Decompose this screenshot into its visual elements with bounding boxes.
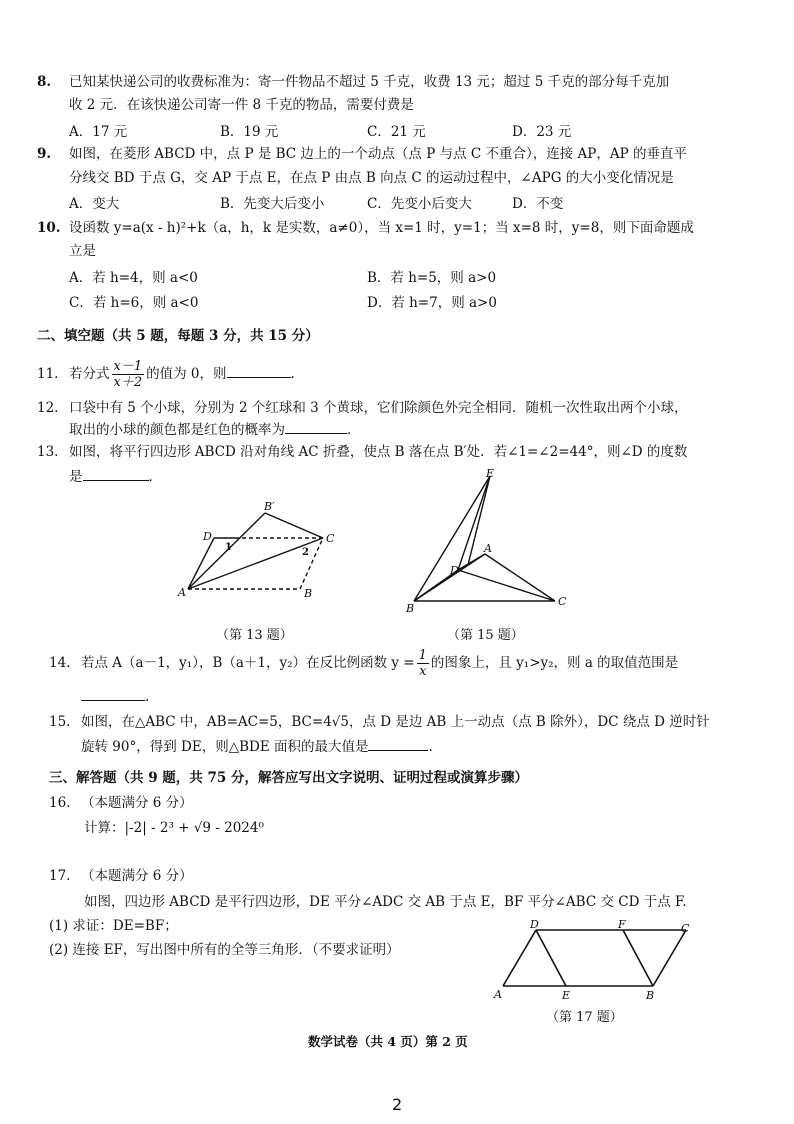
fig17-label-d: D — [530, 918, 539, 931]
q12-answer-blank[interactable] — [285, 419, 347, 434]
fig13-label-a: A — [178, 586, 186, 599]
q8-option-d: D．23 元 — [512, 124, 572, 140]
fig13-angle-2: 2 — [302, 547, 309, 558]
question-13-line2: 是 ． — [69, 466, 162, 487]
q8-option-c: C．21 元 — [367, 124, 426, 140]
question-14-line1: 14. 若点 A（a－1，y₁），B（a＋1，y₂）在反比例函数 y = $\frac{1}{x}$ 的图象上，且 y₁>y₂，则 a 的取值范围是 — [49, 648, 679, 679]
fig13-label-b: B — [304, 587, 313, 600]
q8-option-b: B．19 元 — [220, 124, 279, 140]
fig17-edge-ad — [503, 930, 536, 986]
question-17-part1: (1) 求证：DE=BF； — [49, 918, 178, 934]
question-12-line1: 12. 口袋中有 5 个小球，分别为 2 个红球和 3 个黄球，它们除颜色外完全相同．随机一次性取出两个小球， — [37, 400, 688, 416]
fig13-label-d: D — [203, 530, 212, 543]
q11-answer-blank[interactable] — [227, 363, 291, 378]
fig15-label-e: E — [486, 467, 495, 480]
fig17-label-b: B — [646, 989, 655, 1002]
question-17-header: 17. （本题满分 6 分） — [49, 868, 193, 884]
page-number: 2 — [392, 1095, 403, 1114]
section-3-title: 三、解答题（共 9 题，共 75 分，解答应写出文字说明、证明过程或演算步骤） — [49, 770, 528, 786]
fig15-edge-ac — [485, 554, 555, 601]
q10-option-c: C．若 h=6，则 a<0 — [69, 295, 199, 311]
q11-fraction: $\frac{x-1}{x+2}$ — [113, 359, 143, 390]
fig15-label-d: D — [450, 564, 459, 577]
q8-option-a: A．17 元 — [69, 124, 128, 140]
section-2-title: 二、填空题（共 5 题，每题 3 分，共 15 分） — [37, 328, 319, 344]
question-10-line1: 10. 设函数 y=a(x - h)²+k（a，h，k 是实数，a≠0），当 x=1 时，y=1；当 x=8 时，y=8，则下面命题成 — [37, 220, 694, 236]
q9-option-b: B．先变大后变小 — [220, 196, 325, 212]
q9-option-d: D．不变 — [512, 196, 564, 212]
question-14-line2: . — [81, 686, 149, 707]
q9-option-a: A．变大 — [69, 196, 120, 212]
page-footer: 数学试卷（共 4 页）第 2 页 — [308, 1034, 468, 1049]
fig15-edge-dc — [458, 570, 555, 601]
q10-option-a: A．若 h=4，则 a<0 — [69, 270, 198, 286]
question-16-header: 16. （本题满分 6 分） — [49, 795, 193, 811]
fig17-label-c: C — [681, 922, 690, 935]
question-12-line2: 取出的小球的颜色都是红色的概率为 ． — [69, 419, 361, 440]
figure-13 — [170, 495, 355, 605]
fig17-edge-bc — [653, 930, 686, 986]
q10-option-b: B．若 h=5，则 a>0 — [367, 270, 497, 286]
question-9-line2: 分线交 BD 于点 G，交 AP 于点 E，在点 P 由点 B 向点 C 的运动过程中，∠APG 的大小变化情况是 — [69, 170, 674, 186]
figure-17 — [488, 918, 698, 1004]
fig17-segment-de — [536, 930, 566, 986]
fig17-label-f: F — [618, 918, 626, 931]
q14-answer-blank[interactable] — [81, 686, 145, 701]
figure-13-caption: （第 13 题） — [216, 628, 293, 643]
fig13-label-b-prime: B′ — [264, 500, 275, 513]
question-15-line1: 15. 如图，在△ABC 中，AB=AC=5，BC=4√5，点 D 是边 AB 上一动点（点 B 除外），DC 绕点 D 逆时针 — [49, 714, 710, 730]
question-17-part2: (2) 连接 EF，写出图中所有的全等三角形．（不要求证明） — [49, 942, 400, 958]
figure-15 — [400, 466, 580, 618]
q13-answer-blank[interactable] — [83, 466, 149, 481]
question-16-calc: 计算：|-2| - 2³ + √9 - 2024⁰ — [84, 820, 264, 836]
question-15-line2: 旋转 90°，得到 DE，则△BDE 面积的最大值是 . — [81, 736, 433, 757]
fig15-label-a: A — [484, 542, 492, 555]
q10-option-d: D．若 h=7，则 a>0 — [367, 295, 497, 311]
q9-option-c: C．先变小后变大 — [367, 196, 472, 212]
fig15-edge-ed — [458, 476, 490, 570]
q14-fraction: $\frac{1}{x}$ — [418, 648, 427, 679]
question-8-line1: 8. 已知某快递公司的收费标准为：寄一件物品不超过 5 千克，收费 13 元；超过 5 千克的部分每千克加 — [37, 74, 670, 90]
fig15-edge-be — [414, 476, 490, 601]
q15-answer-blank[interactable] — [368, 736, 428, 751]
question-9-line1: 9. 如图，在菱形 ABCD 中，点 P 是 BC 边上的一个动点（点 P 与点 C 不重合），连接 AP，AP 的垂直平 — [37, 146, 687, 162]
figure-17-caption: （第 17 题） — [546, 1010, 623, 1025]
question-11: 11. 若分式 $\frac{x-1}{x+2}$ 的值为 0，则 . — [37, 359, 295, 390]
fig17-label-e: E — [562, 989, 571, 1002]
question-13-line1: 13. 如图，将平行四边形 ABCD 沿对角线 AC 折叠，使点 B 落在点 B′处．若∠1=∠2=44°，则∠D 的度数 — [37, 444, 688, 460]
fig13-angle-1: 1 — [225, 542, 232, 553]
question-10-line2: 立是 — [69, 243, 96, 259]
fig15-label-c: C — [558, 595, 567, 608]
fig17-segment-fb — [623, 930, 653, 986]
figure-15-caption: （第 15 题） — [447, 628, 524, 643]
fig13-edge-b-prime-c — [265, 513, 323, 538]
fig15-label-b: B — [406, 602, 415, 615]
question-8-line2: 收 2 元．在该快递公司寄一件 8 千克的物品，需要付费是 — [69, 97, 414, 113]
fig13-label-c: C — [326, 532, 335, 545]
fig17-label-a: A — [494, 988, 502, 1001]
question-17-line1: 如图，四边形 ABCD 是平行四边形，DE 平分∠ADC 交 AB 于点 E，BF 平分∠ABC 交 CD 于点 F. — [84, 894, 687, 910]
